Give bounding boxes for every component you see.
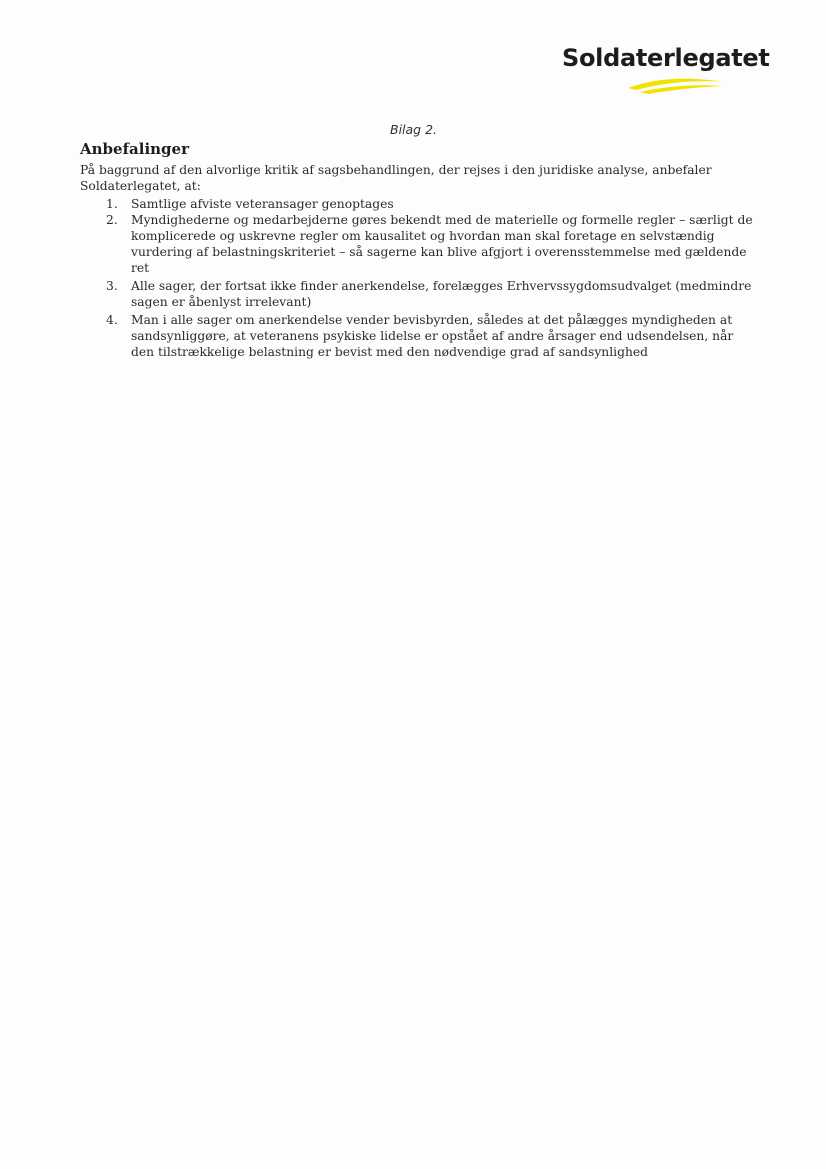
list-item [100,196,760,212]
section-heading: Anbefalinger [80,140,189,158]
list-item [100,312,760,360]
list-item [100,212,760,276]
list-item-number: 1. [106,197,118,211]
list-item-number: 2. [106,213,118,227]
logo [562,44,770,102]
swoosh-icon [626,74,726,96]
list-item-number: 4. [106,313,118,327]
list-item-text: Man i alle sager om anerkendelse vender bevisbyrden, således at det pålægges myndigheden at sandsynliggøre, at veteranens psykiske lidelse er opstået af andre årsager end udsendelsen, når den tilstrækkelige belastning er bevist med den nødvendige grad af sandsynlighed [131,313,734,359]
list-item-text: Alle sager, der fortsat ikke finder anerkendelse, forelægges Erhvervssygdomsudvalget (medmindre sagen er åbenlyst irrelevant) [131,279,752,309]
list-item-number: 3. [106,279,118,293]
list-item-text: Myndighederne og medarbejderne gøres bekendt med de materielle og formelle regler – særligt de komplicerede og uskrevne regler om kausalitet og hvordan man skal foretage en selvstændig vurdering af belastningskriteriet – så sagerne kan blive afgjort i overensstemmelse med gældende ret [131,213,753,275]
list-item [100,278,760,310]
logo-text: Soldaterlegatet [562,44,770,72]
recommendation-list [100,196,760,360]
intro-paragraph: På baggrund af den alvorlige kritik af sagsbehandlingen, der rejses i den juridiske analyse, anbefaler Soldaterlegatet, at: [80,163,712,193]
list-item-text: Samtlige afviste veteransager genoptages [131,197,394,211]
appendix-label: Bilag 2. [390,122,438,137]
